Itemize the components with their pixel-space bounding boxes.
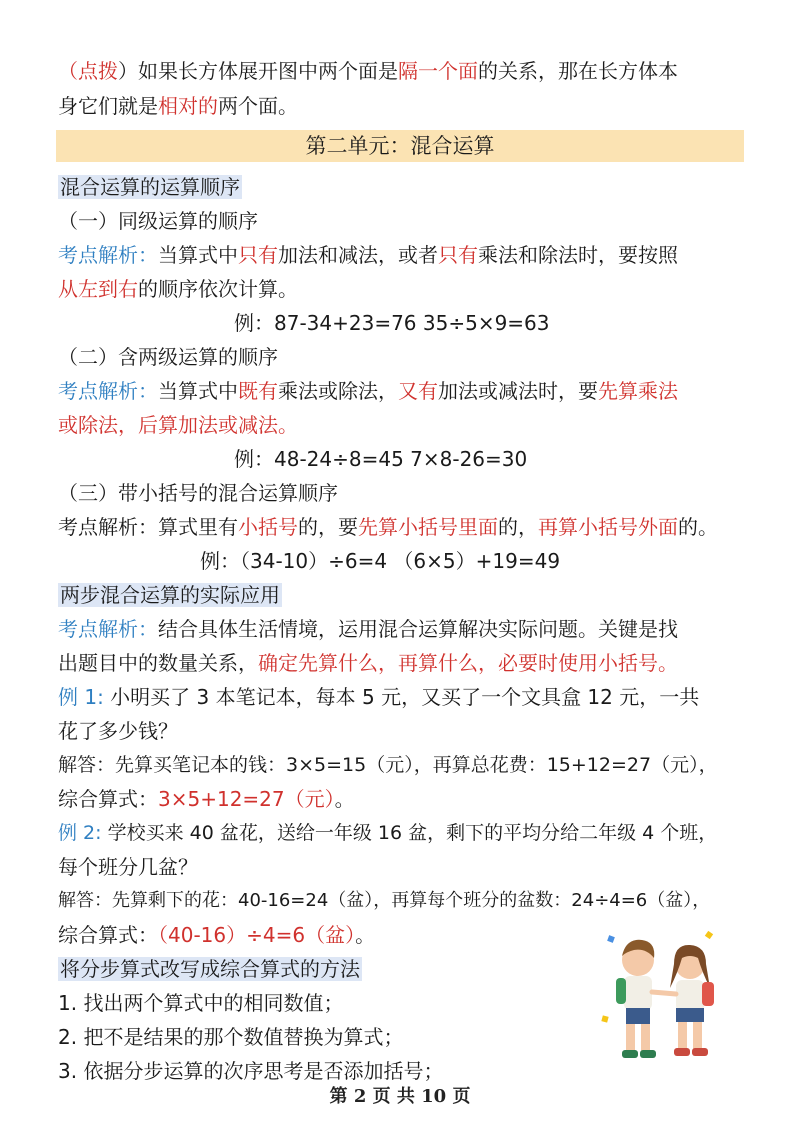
unit-title-banner: 第二单元：混合运算 xyxy=(56,130,744,162)
emphasis-text: 又有 xyxy=(398,379,438,403)
list-item: 3. 依据分步运算的次序思考是否添加括号； xyxy=(58,1059,444,1083)
subheading: （二）含两级运算的顺序 xyxy=(58,345,278,369)
text: 出题目中的数量关系， xyxy=(58,651,258,675)
combined-formula: 3×5+12=27（元） xyxy=(158,787,335,811)
section-heading-text: 两步混合运算的实际应用 xyxy=(60,583,280,607)
text: 小明买了 3 本笔记本，每本 5 元，又买了一个文具盒 12 元，一共 xyxy=(103,685,700,709)
section-heading-text: 将分步算式改写成综合算式的方法 xyxy=(60,957,360,981)
emphasis-text: 只有 xyxy=(238,243,278,267)
emphasis-text: 再算小括号外面 xyxy=(538,515,678,539)
example-1-combined xyxy=(58,784,355,814)
emphasis-text: 从左到右 xyxy=(58,277,138,301)
text: 综合算式： xyxy=(58,787,158,811)
section-heading-text: 混合运算的运算顺序 xyxy=(60,175,240,199)
text: 当算式中 xyxy=(158,379,238,403)
example-label: 例 2: xyxy=(58,822,102,844)
emphasis-text: 隔一个面 xyxy=(398,59,478,83)
text: 。 xyxy=(355,923,376,947)
text: 的，要 xyxy=(298,515,358,539)
example-2-answer: 解答：先算剩下的花：40-16=24（盆），再算每个班分的盆数：24÷4=6（盆）， xyxy=(58,890,711,911)
emphasis-text: 先算乘法 xyxy=(598,379,678,403)
example-2-combined xyxy=(58,920,375,950)
tip-line xyxy=(58,512,718,542)
example-label: 例 1: xyxy=(58,685,104,709)
emphasis-text: 确定先算什么，再算什么，必要时使用小括号。 xyxy=(258,651,678,675)
text: ）如果长方体展开图中两个面是 xyxy=(118,59,398,83)
subheading: （三）带小括号的混合运算顺序 xyxy=(58,481,338,505)
text: 的。 xyxy=(678,515,718,539)
emphasis-text: 相对的 xyxy=(158,94,218,118)
example-1-question-continued: 花了多少钱？ xyxy=(58,719,178,743)
bracket-open: （ xyxy=(58,59,78,83)
text: 两个面。 xyxy=(218,94,298,118)
text: 乘法和除法时，要按照 xyxy=(478,243,678,267)
tip-label: 考点解析： xyxy=(58,617,158,641)
tip-line-continued xyxy=(58,648,678,678)
tip-label: 点拨 xyxy=(78,59,118,83)
text: 综合算式： xyxy=(58,923,158,947)
combined-formula: （40-16）÷4=6（盆） xyxy=(158,923,356,947)
section-heading xyxy=(58,580,282,610)
text: 学校买来 40 盆花，送给一年级 16 盆，剩下的平均分给二年级 4 个班， xyxy=(101,822,718,844)
text: 结合具体生活情境，运用混合运算解决实际问题。关键是找 xyxy=(158,617,678,641)
tip-line xyxy=(58,240,678,270)
example-formula: 例：48-24÷8=45 7×8-26=30 xyxy=(234,447,528,471)
section-heading xyxy=(58,954,362,984)
emphasis-text: 只有 xyxy=(438,243,478,267)
tip-line xyxy=(58,376,678,406)
list-item: 2. 把不是结果的那个数值替换为算式； xyxy=(58,1025,404,1049)
emphasis-text: 既有 xyxy=(238,379,278,403)
emphasis-text: 或除法，后算加法或减法。 xyxy=(58,413,298,437)
example-2-question xyxy=(58,818,717,848)
emphasis-text: 小括号 xyxy=(238,515,298,539)
tip-label: 考点解析： xyxy=(58,379,158,403)
example-formula: 例：87-34+23=76 35÷5×9=63 xyxy=(234,311,550,335)
text: 乘法或除法， xyxy=(278,379,398,403)
example-1-answer: 解答：先算买笔记本的钱：3×5=15（元），再算总花费：15+12=27（元）， xyxy=(58,754,718,776)
text: 的， xyxy=(498,515,538,539)
tip-label: 考点解析： xyxy=(58,243,158,267)
text: 当算式中 xyxy=(158,243,238,267)
emphasis-text: 先算小括号里面 xyxy=(358,515,498,539)
tip-line-continued xyxy=(58,274,298,304)
text: 身它们就是 xyxy=(58,94,158,118)
intro-line-2 xyxy=(58,91,298,121)
children-illustration xyxy=(598,928,730,1078)
list-item: 1. 找出两个算式中的相同数值； xyxy=(58,991,344,1015)
text: 加法或减法时，要 xyxy=(438,379,598,403)
subheading: （一）同级运算的顺序 xyxy=(58,209,258,233)
text: 。 xyxy=(334,787,355,811)
tip-line xyxy=(58,614,678,644)
intro-line-1 xyxy=(58,56,678,86)
text: 的关系，那在长方体本 xyxy=(478,59,678,83)
example-formula: 例：（34-10）÷6=4 （6×5）+19=49 xyxy=(200,549,561,573)
example-1-question xyxy=(58,682,699,712)
text: 考点解析：算式里有 xyxy=(58,515,238,539)
example-2-question-continued: 每个班分几盆？ xyxy=(58,855,198,879)
text: 加法和减法，或者 xyxy=(278,243,438,267)
page-footer: 第 2 页 共 10 页 xyxy=(329,1086,471,1107)
text: 的顺序依次计算。 xyxy=(138,277,298,301)
section-heading xyxy=(58,172,242,202)
